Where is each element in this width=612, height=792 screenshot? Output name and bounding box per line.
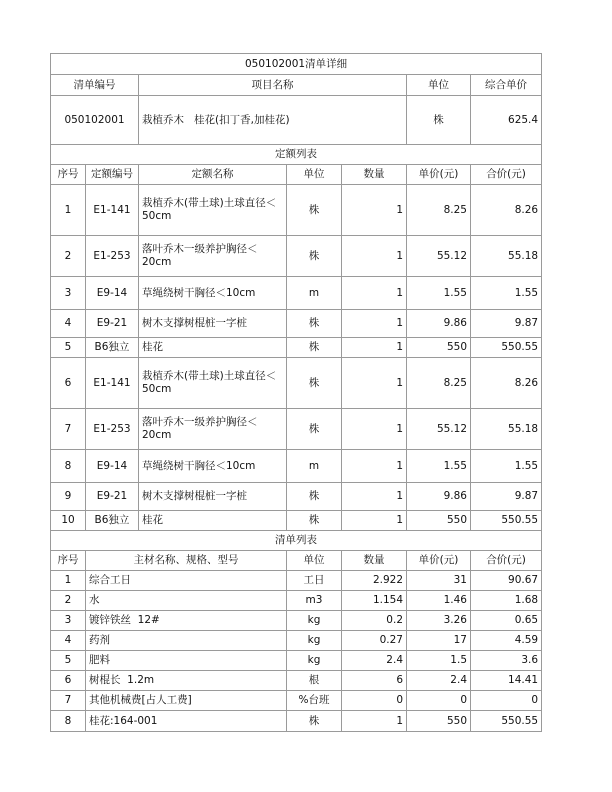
material-total: 0.65 xyxy=(471,611,542,631)
material-header-total: 合价(元) xyxy=(471,551,542,571)
item-name: 栽植乔木 桂花(扣丁香,加桂花) xyxy=(139,96,407,145)
material-name: 肥料 xyxy=(86,651,287,671)
material-row xyxy=(51,611,542,631)
quota-no: 7 xyxy=(51,409,86,450)
quota-header-unit: 单位 xyxy=(287,165,342,185)
quota-price: 550 xyxy=(407,511,471,531)
quota-row xyxy=(51,358,542,409)
quota-qty: 1 xyxy=(342,185,407,236)
quota-no: 9 xyxy=(51,483,86,511)
quota-section-title: 定额列表 xyxy=(51,145,542,165)
quota-total: 9.87 xyxy=(471,310,542,338)
material-no: 8 xyxy=(51,711,86,732)
quota-name: 树木支撑树棍桩一字桩 xyxy=(139,483,287,511)
quota-total: 55.18 xyxy=(471,236,542,277)
header-name: 项目名称 xyxy=(139,75,407,96)
material-no: 2 xyxy=(51,591,86,611)
material-header-price: 单价(元) xyxy=(407,551,471,571)
quota-row xyxy=(51,185,542,236)
material-price: 0 xyxy=(407,691,471,711)
quota-code: B6独立 xyxy=(86,511,139,531)
material-name: 其他机械费[占人工费] xyxy=(86,691,287,711)
material-name: 药剂 xyxy=(86,631,287,651)
quota-qty: 1 xyxy=(342,277,407,310)
material-header-unit: 单位 xyxy=(287,551,342,571)
quota-name: 草绳绕树干胸径＜10cm xyxy=(139,277,287,310)
quota-code: E1-141 xyxy=(86,358,139,409)
quota-name: 栽植乔木(带土球)土球直径＜50cm xyxy=(139,358,287,409)
quota-header-qty: 数量 xyxy=(342,165,407,185)
quota-qty: 1 xyxy=(342,483,407,511)
quota-code: E1-253 xyxy=(86,409,139,450)
material-qty: 2.4 xyxy=(342,651,407,671)
quota-qty: 1 xyxy=(342,409,407,450)
quota-unit: 株 xyxy=(287,483,342,511)
quota-code: B6独立 xyxy=(86,338,139,358)
quota-row xyxy=(51,511,542,531)
quota-unit: m xyxy=(287,277,342,310)
quota-name: 树木支撑树棍桩一字桩 xyxy=(139,310,287,338)
material-qty: 1 xyxy=(342,711,407,732)
material-row xyxy=(51,571,542,591)
material-no: 7 xyxy=(51,691,86,711)
quota-unit: 株 xyxy=(287,511,342,531)
quota-price: 55.12 xyxy=(407,409,471,450)
quota-unit: 株 xyxy=(287,338,342,358)
material-no: 1 xyxy=(51,571,86,591)
material-row xyxy=(51,631,542,651)
material-name: 综合工日 xyxy=(86,571,287,591)
quota-unit: 株 xyxy=(287,310,342,338)
material-header-no: 序号 xyxy=(51,551,86,571)
material-price: 550 xyxy=(407,711,471,732)
quota-total: 8.26 xyxy=(471,358,542,409)
material-price: 1.5 xyxy=(407,651,471,671)
quota-code: E9-21 xyxy=(86,483,139,511)
material-header-name: 主材名称、规格、型号 xyxy=(86,551,287,571)
quota-unit: 株 xyxy=(287,358,342,409)
quota-qty: 1 xyxy=(342,358,407,409)
quota-no: 6 xyxy=(51,358,86,409)
quota-name: 桂花 xyxy=(139,338,287,358)
quota-total: 550.55 xyxy=(471,511,542,531)
quota-no: 10 xyxy=(51,511,86,531)
quota-price: 9.86 xyxy=(407,310,471,338)
item-row xyxy=(51,96,542,145)
header-code: 清单编号 xyxy=(51,75,139,96)
title-row xyxy=(51,54,542,75)
material-unit: kg xyxy=(287,651,342,671)
quota-total: 9.87 xyxy=(471,483,542,511)
material-section-row xyxy=(51,531,542,551)
quota-row xyxy=(51,409,542,450)
page-title: 050102001清单详细 xyxy=(51,54,542,75)
material-unit: m3 xyxy=(287,591,342,611)
material-section-title: 清单列表 xyxy=(51,531,542,551)
quota-header-code: 定额编号 xyxy=(86,165,139,185)
material-no: 3 xyxy=(51,611,86,631)
material-total: 14.41 xyxy=(471,671,542,691)
material-qty: 2.922 xyxy=(342,571,407,591)
material-total: 3.6 xyxy=(471,651,542,671)
quota-header-total: 合价(元) xyxy=(471,165,542,185)
quota-code: E9-14 xyxy=(86,277,139,310)
material-header-row xyxy=(51,551,542,571)
material-no: 6 xyxy=(51,671,86,691)
quota-qty: 1 xyxy=(342,310,407,338)
material-total: 4.59 xyxy=(471,631,542,651)
quota-qty: 1 xyxy=(342,450,407,483)
quota-header-row xyxy=(51,165,542,185)
quota-row xyxy=(51,450,542,483)
material-row xyxy=(51,671,542,691)
quota-no: 4 xyxy=(51,310,86,338)
quota-total: 1.55 xyxy=(471,277,542,310)
quota-total: 550.55 xyxy=(471,338,542,358)
quota-price: 8.25 xyxy=(407,185,471,236)
header-unit: 单位 xyxy=(407,75,471,96)
quota-unit: 株 xyxy=(287,409,342,450)
quota-row xyxy=(51,338,542,358)
item-code: 050102001 xyxy=(51,96,139,145)
quota-row xyxy=(51,277,542,310)
material-row xyxy=(51,711,542,732)
quota-code: E9-14 xyxy=(86,450,139,483)
quota-total: 55.18 xyxy=(471,409,542,450)
item-header-row xyxy=(51,75,542,96)
quota-total: 8.26 xyxy=(471,185,542,236)
material-header-qty: 数量 xyxy=(342,551,407,571)
quota-price: 550 xyxy=(407,338,471,358)
material-unit: 工日 xyxy=(287,571,342,591)
quota-unit: 株 xyxy=(287,236,342,277)
quota-price: 8.25 xyxy=(407,358,471,409)
material-price: 1.46 xyxy=(407,591,471,611)
material-row xyxy=(51,591,542,611)
quota-qty: 1 xyxy=(342,236,407,277)
quota-name: 栽植乔木(带土球)土球直径＜50cm xyxy=(139,185,287,236)
quota-header-price: 单价(元) xyxy=(407,165,471,185)
material-unit: kg xyxy=(287,611,342,631)
quota-price: 9.86 xyxy=(407,483,471,511)
material-qty: 1.154 xyxy=(342,591,407,611)
bill-detail-table xyxy=(50,53,542,732)
material-qty: 6 xyxy=(342,671,407,691)
quota-name: 落叶乔木一级养护胸径＜20cm xyxy=(139,236,287,277)
quota-header-name: 定额名称 xyxy=(139,165,287,185)
quota-no: 8 xyxy=(51,450,86,483)
material-qty: 0.2 xyxy=(342,611,407,631)
quota-no: 1 xyxy=(51,185,86,236)
material-price: 31 xyxy=(407,571,471,591)
material-unit: 株 xyxy=(287,711,342,732)
quota-unit: m xyxy=(287,450,342,483)
quota-price: 55.12 xyxy=(407,236,471,277)
material-unit: kg xyxy=(287,631,342,651)
material-no: 4 xyxy=(51,631,86,651)
material-price: 3.26 xyxy=(407,611,471,631)
material-name: 镀锌铁丝 12# xyxy=(86,611,287,631)
quota-header-no: 序号 xyxy=(51,165,86,185)
quota-name: 草绳绕树干胸径＜10cm xyxy=(139,450,287,483)
quota-name: 桂花 xyxy=(139,511,287,531)
quota-unit: 株 xyxy=(287,185,342,236)
item-unit: 株 xyxy=(407,96,471,145)
material-total: 0 xyxy=(471,691,542,711)
material-name: 树棍长 1.2m xyxy=(86,671,287,691)
material-price: 17 xyxy=(407,631,471,651)
material-name: 桂花:164-001 xyxy=(86,711,287,732)
material-total: 550.55 xyxy=(471,711,542,732)
header-price: 综合单价 xyxy=(471,75,542,96)
material-qty: 0.27 xyxy=(342,631,407,651)
quota-code: E9-21 xyxy=(86,310,139,338)
quota-row xyxy=(51,236,542,277)
quota-row xyxy=(51,310,542,338)
quota-price: 1.55 xyxy=(407,450,471,483)
material-total: 90.67 xyxy=(471,571,542,591)
material-name: 水 xyxy=(86,591,287,611)
material-row xyxy=(51,691,542,711)
quota-code: E1-141 xyxy=(86,185,139,236)
material-no: 5 xyxy=(51,651,86,671)
quota-name: 落叶乔木一级养护胸径＜20cm xyxy=(139,409,287,450)
material-unit: %台班 xyxy=(287,691,342,711)
quota-qty: 1 xyxy=(342,338,407,358)
quota-no: 3 xyxy=(51,277,86,310)
quota-section-row xyxy=(51,145,542,165)
quota-code: E1-253 xyxy=(86,236,139,277)
item-price: 625.4 xyxy=(471,96,542,145)
quota-no: 5 xyxy=(51,338,86,358)
quota-row xyxy=(51,483,542,511)
material-total: 1.68 xyxy=(471,591,542,611)
quota-price: 1.55 xyxy=(407,277,471,310)
material-qty: 0 xyxy=(342,691,407,711)
material-price: 2.4 xyxy=(407,671,471,691)
quota-total: 1.55 xyxy=(471,450,542,483)
quota-no: 2 xyxy=(51,236,86,277)
material-unit: 根 xyxy=(287,671,342,691)
quota-qty: 1 xyxy=(342,511,407,531)
material-row xyxy=(51,651,542,671)
